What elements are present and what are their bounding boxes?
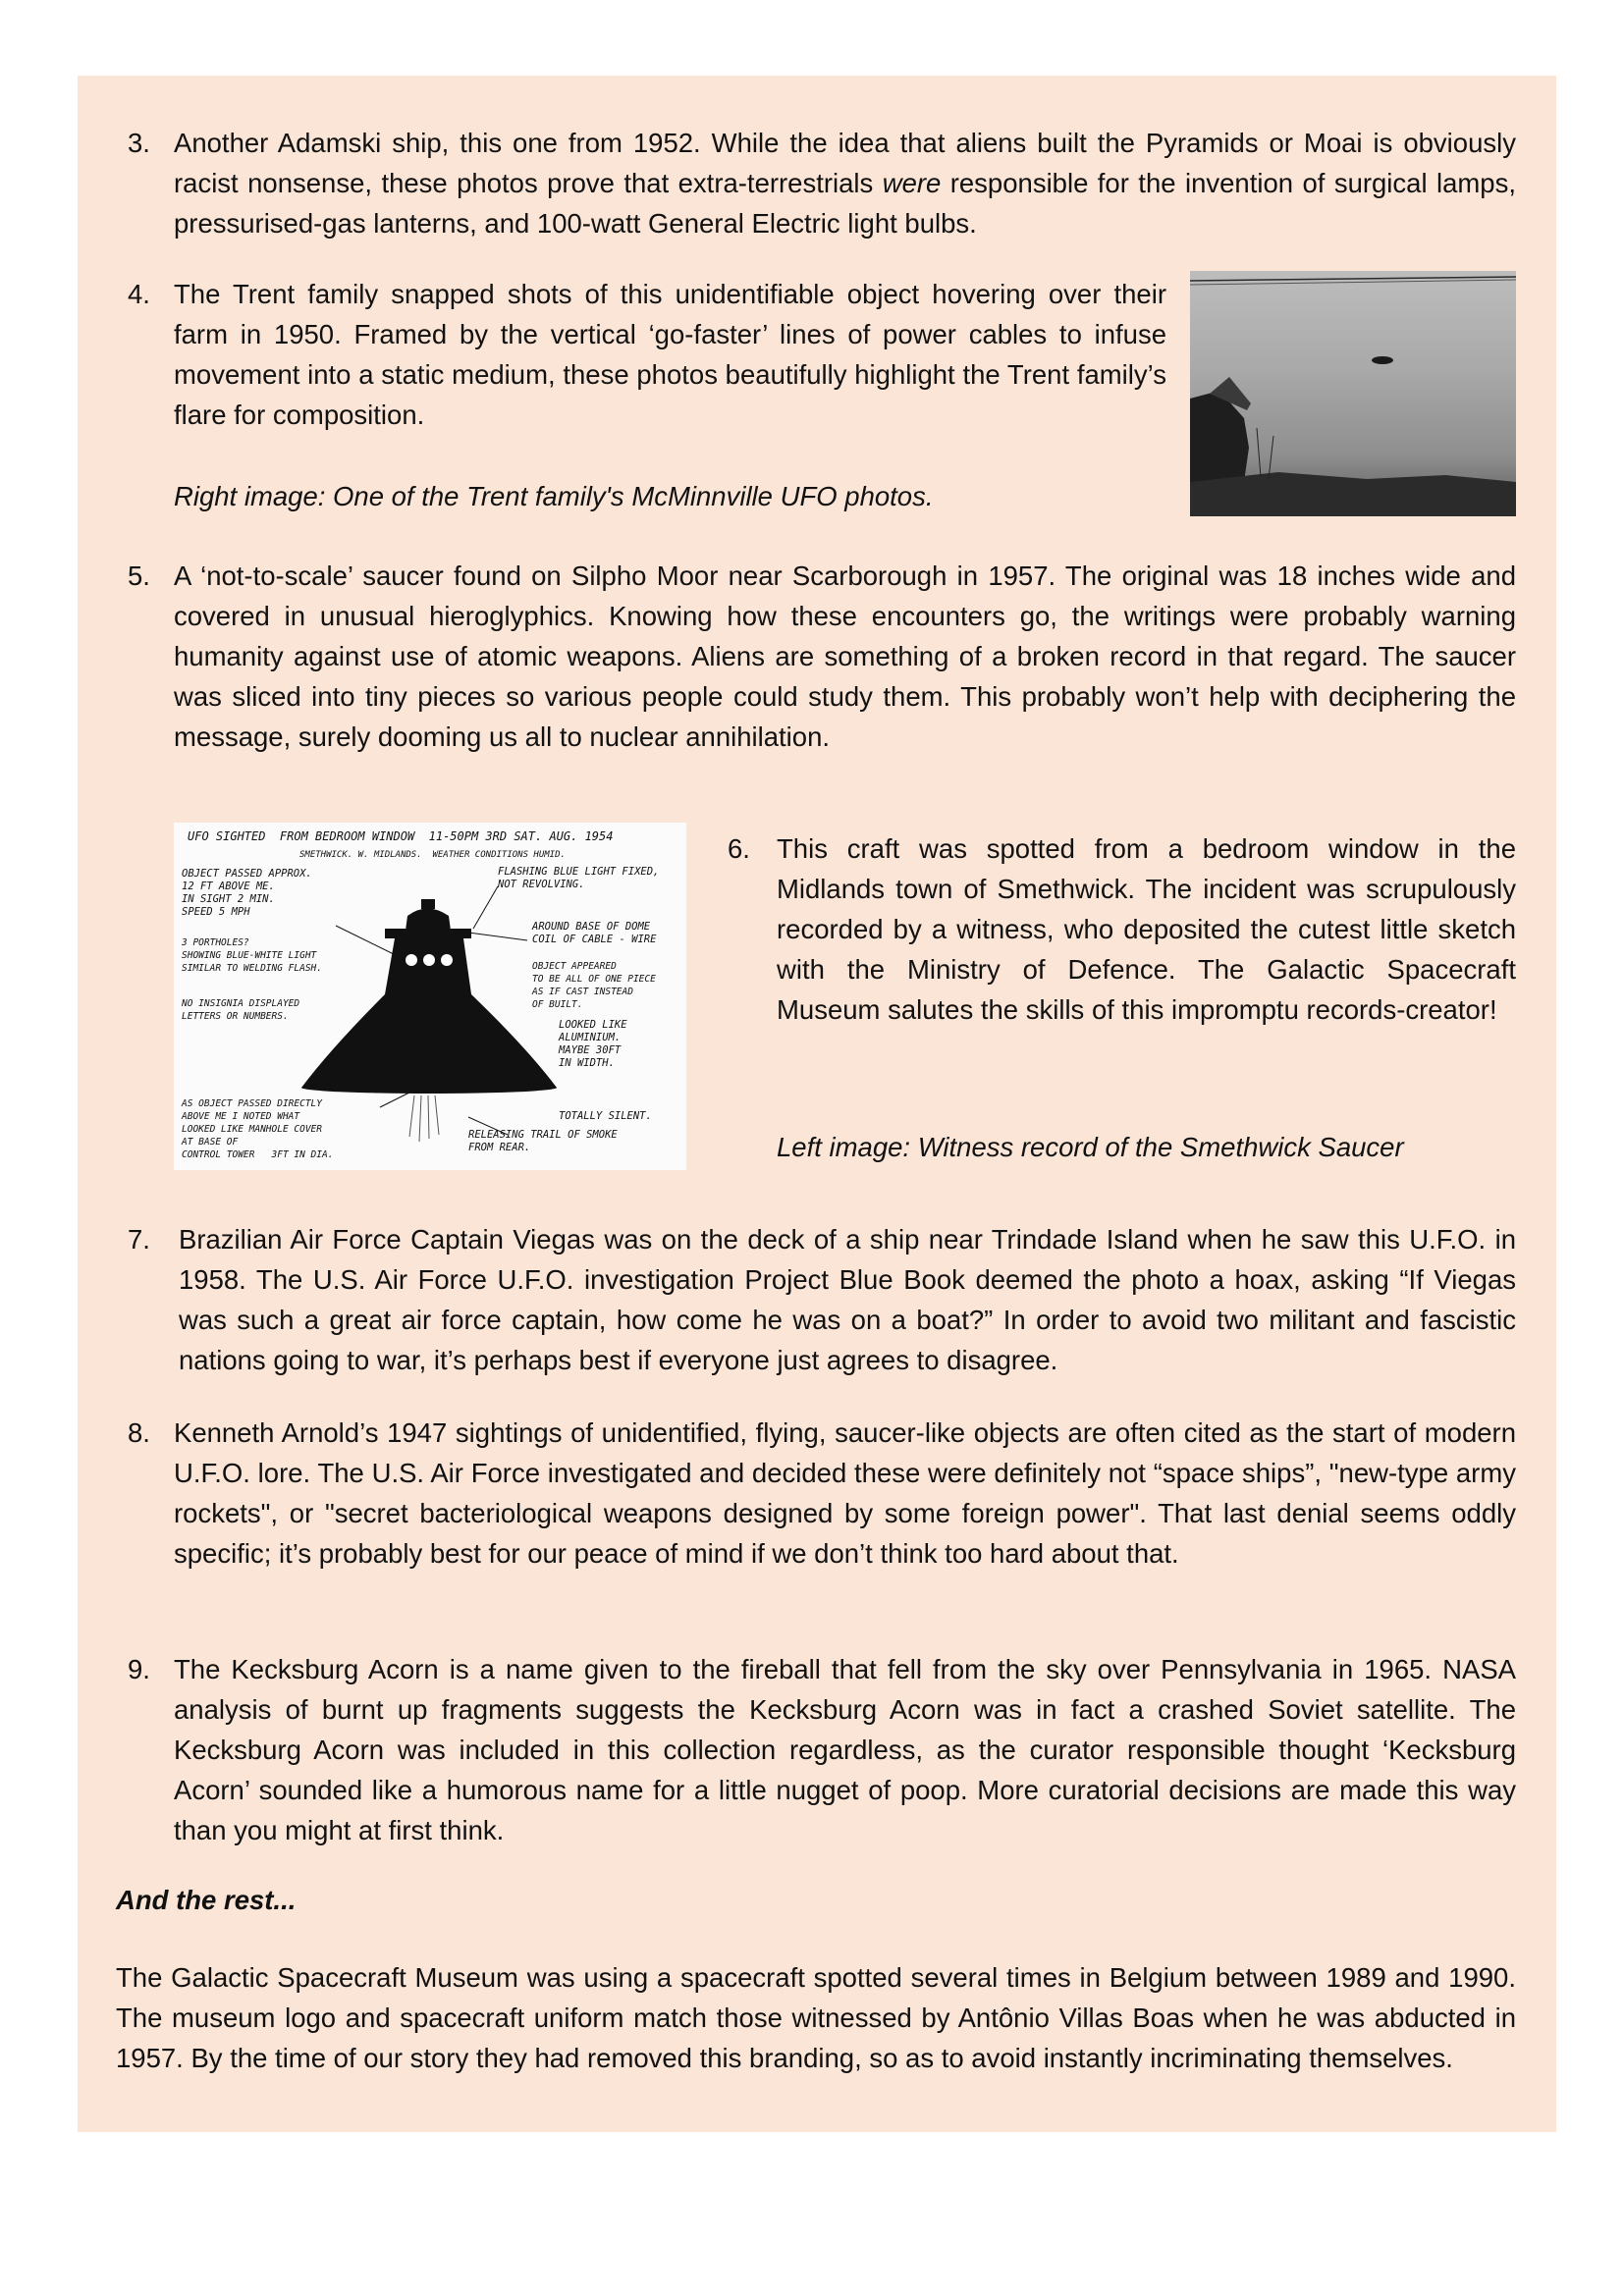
item-number: 4. [128,279,150,309]
trent-photo-drawing [1190,271,1516,516]
trent-ufo-photo [1190,271,1516,516]
item-number: 7. [128,1224,150,1255]
sketch-note: NO INSIGNIA DISPLAYED LETTERS OR NUMBERS. [182,998,300,1022]
item-text: Another Adamski ship, this one from 1952. While the idea that aliens built the Pyramids or Moai is obviously racist nonsense, these photos prove that extra-terrestrials [174,128,1516,198]
list-item-8: Kenneth Arnold’s 1947 sightings of unidentified, flying, saucer-like objects are often cited as the start of modern U.F.O. lore. The U.S. Air Force investigated and decided these were definitely not “space ships”, "new-type army rockets", or "secret bacteriological weapons designed by some foreign power". That last denial seems oddly specific; it’s probably best for our peace of mind if we don’t think too hard about that. [174,1417,1516,1569]
sketch-note: TOTALLY SILENT. [559,1110,652,1122]
image-caption: Left image: Witness record of the Smethwick Saucer [777,1132,1404,1162]
list-item-6: This craft was spotted from a bedroom window in the Midlands town of Smethwick. The incident was scrupulously recorded by a witness, who deposited the cutest little sketch with the Ministry of Defence. The Galactic Spacecraft Museum salutes the skills of this impromptu records-creator! [777,833,1516,1025]
item-number: 8. [128,1417,150,1448]
list-item-9: The Kecksburg Acorn is a name given to the fireball that fell from the sky over Pennsylvania in 1965. NASA analysis of burnt up fragments suggests the Kecksburg Acorn was in fact a crashed Soviet satellite. The Kecksburg Acorn was included in this collection regardless, as the curator responsible thought ‘Kecksburg Acorn’ sounded like a humorous name for a little nugget of poop. More curatorial decisions are made this way than you might at first think. [174,1654,1516,1845]
list-item-5: A ‘not-to-scale’ saucer found on Silpho Moor near Scarborough in 1957. The original was 18 inches wide and covered in unusual hieroglyphics. Knowing how these encounters go, the writings were probably warning humanity against use of atomic weapons. Aliens are something of a broken record in that regard. The saucer was sliced into tiny pieces so various people could study them. This probably won’t help with deciphering the message, surely dooming us all to nuclear annihilation. [174,561,1516,752]
closing-paragraph: The Galactic Spacecraft Museum was using a spacecraft spotted several times in Belgium between 1989 and 1990. The museum logo and spacecraft uniform match those witnessed by Antônio Villas Boas when he was abducted in 1957. By the time of our story they had removed this branding, so as to avoid instantly incriminating themselves. [116,1962,1516,2073]
item-number: 5. [128,561,150,591]
sketch-note: AS OBJECT PASSED DIRECTLY ABOVE ME I NOTED WHAT LOOKED LIKE MANHOLE COVER AT BASE OF CONTROL TOWER 3FT IN DIA. [182,1098,334,1160]
item-number: 3. [128,128,150,158]
smethwick-sketch [174,823,686,1170]
item-number: 6. [728,833,750,864]
list-item-3 [174,123,1516,243]
section-heading: And the rest... [116,1885,297,1915]
list-item-7: Brazilian Air Force Captain Viegas was on the deck of a ship near Trindade Island when he saw this U.F.O. in 1958. The U.S. Air Force U.F.O. investigation Project Blue Book deemed the photo a hoax, asking “If Viegas was such a great air force captain, how come he was on a boat?” In order to avoid two militant and fascistic nations going to war, it’s perhaps best if everyone just agrees to disagree. [179,1224,1516,1375]
sketch-subtitle: SMETHWICK. W. MIDLANDS. WEATHER CONDITIONS HUMID. [299,850,566,860]
item-text: responsible for the invention of surgical lamps, pressurised-gas lanterns, and 100-watt General Electric light bulbs. [174,168,1516,239]
item-emphasis: were [882,168,942,198]
sketch-title: UFO SIGHTED FROM BEDROOM WINDOW 11-50PM 3RD SAT. AUG. 1954 [188,829,614,843]
list-item-4: The Trent family snapped shots of this unidentifiable object hovering over their farm in 1950. Framed by the vertical ‘go-faster’ lines of power cables to infuse movement into a static medium, these photos beautifully highlight the Trent family’s flare for composition. [174,279,1166,430]
item-number: 9. [128,1654,150,1684]
sketch-note: 3 PORTHOLES? SHOWING BLUE-WHITE LIGHT SIMILAR TO WELDING FLASH. [182,937,322,974]
sketch-note: OBJECT APPEARED TO BE ALL OF ONE PIECE AS IF CAST INSTEAD OF BUILT. [532,961,656,1010]
sketch-note: AROUND BASE OF DOME COIL OF CABLE - WIRE [532,921,657,945]
sketch-note: RELEASING TRAIL OF SMOKE FROM REAR. [468,1129,618,1153]
sketch-note: OBJECT PASSED APPROX. 12 FT ABOVE ME. IN SIGHT 2 MIN. SPEED 5 MPH [182,868,312,918]
sketch-note: LOOKED LIKE ALUMINIUM. MAYBE 30FT IN WIDTH. [559,1019,627,1069]
sketch-note: FLASHING BLUE LIGHT FIXED, NOT REVOLVING. [498,866,660,890]
image-caption: Right image: One of the Trent family's McMinnville UFO photos. [174,481,934,511]
